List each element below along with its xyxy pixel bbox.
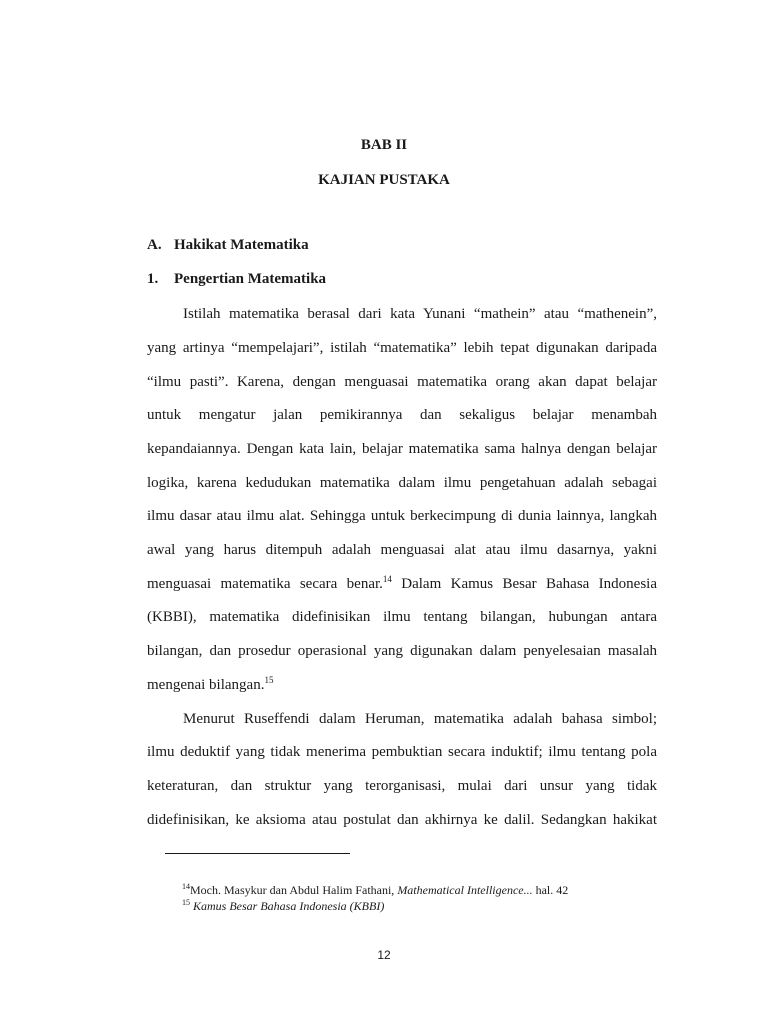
body-line: (KBBI), matematika didefinisikan ilmu tentang bilangan, hubungan antara <box>147 609 657 625</box>
body-line-with-footnote-ref <box>147 575 657 593</box>
footnote-ref-14: 14 <box>382 574 392 584</box>
body-text: Dalam Kamus Besar Bahasa Indonesia <box>391 576 657 592</box>
body-line: “ilmu pasti”. Karena, dengan menguasai matematika orang akan dapat belajar <box>147 374 657 390</box>
section-heading-1 <box>147 271 326 288</box>
footnote-divider <box>165 853 350 854</box>
section-a-title: Hakikat Matematika <box>174 237 309 253</box>
body-line: yang artinya “mempelajari”, istilah “matematika” lebih tepat digunakan daripada <box>147 340 657 356</box>
footnote-text: hal. 42 <box>532 883 569 897</box>
body-line: bilangan, dan prosedur operasional yang digunakan dalam penyelesaian masalah <box>147 643 657 659</box>
page-number: 12 <box>377 948 391 962</box>
body-line: untuk mengatur jalan pemikirannya dan sekaligus belajar menambah <box>147 407 657 423</box>
body-line: didefinisikan, ke aksioma atau postulat dan akhirnya ke dalil. Sedangkan hakikat <box>147 812 657 828</box>
body-text: menguasai matematika secara benar. <box>147 576 383 592</box>
body-line: keteraturan, dan struktur yang terorganisasi, mulai dari unsur yang tidak <box>147 778 657 794</box>
footnote-ref-15: 15 <box>264 675 274 685</box>
footnote-15 <box>182 899 384 914</box>
body-line: logika, karena kedudukan matematika dalam ilmu pengetahuan adalah sebagai <box>147 475 657 491</box>
chapter-label: BAB II <box>360 137 408 153</box>
body-line: ilmu deduktif yang tidak menerima pembuktian secara induktif; ilmu tentang pola <box>147 744 657 760</box>
body-text: mengenai bilangan. <box>147 677 265 693</box>
body-line: kepandaiannya. Dengan kata lain, belajar matematika sama halnya dengan belajar <box>147 441 657 457</box>
body-line-with-footnote-ref <box>147 676 657 694</box>
section-1-title: Pengertian Matematika <box>174 271 327 287</box>
footnote-number: 15 <box>182 898 190 907</box>
section-1-number: 1. <box>147 271 159 287</box>
chapter-title: KAJIAN PUSTAKA <box>318 172 450 188</box>
section-heading-a <box>147 237 309 254</box>
section-a-number: A. <box>147 237 162 253</box>
footnote-number: 14 <box>182 882 190 891</box>
footnote-14 <box>182 883 568 898</box>
footnote-text: Moch. Masykur dan Abdul Halim Fathani, <box>190 883 398 897</box>
footnote-book-title: Kamus Besar Bahasa Indonesia (KBBI) <box>190 899 385 913</box>
body-line: ilmu dasar atau ilmu alat. Sehingga untuk berkecimpung di dunia lainnya, langkah <box>147 508 657 524</box>
body-line: Menurut Ruseffendi dalam Heruman, matematika adalah bahasa simbol; <box>183 711 657 727</box>
body-line: awal yang harus ditempuh adalah menguasai alat atau ilmu dasarnya, yakni <box>147 542 657 558</box>
body-line: Istilah matematika berasal dari kata Yunani “mathein” atau “mathenein”, <box>183 306 657 322</box>
footnote-book-title: Mathematical Intelligence... <box>397 883 533 897</box>
